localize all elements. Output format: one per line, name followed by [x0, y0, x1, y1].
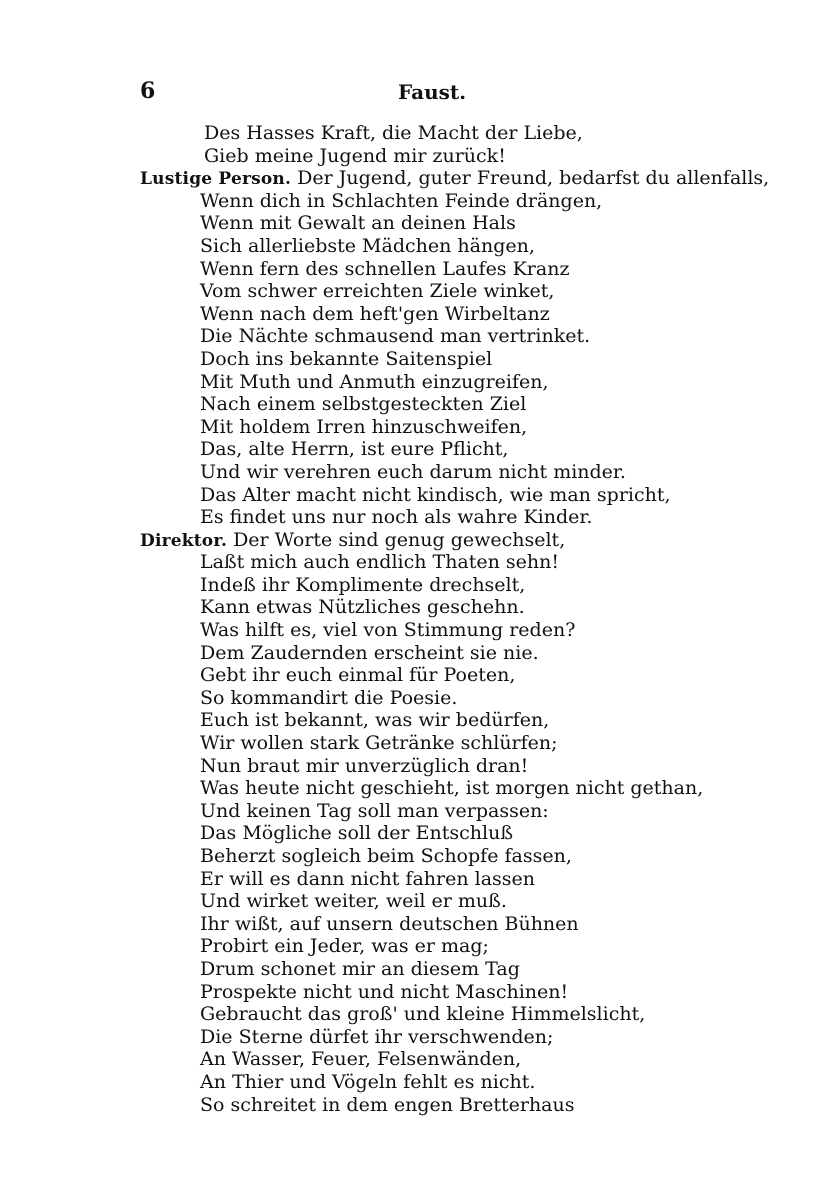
verse-text-line: Der Worte sind genug gewechselt,	[233, 528, 566, 551]
verse-line	[140, 596, 760, 619]
verse-line	[140, 845, 760, 868]
verse-line	[140, 212, 760, 235]
verse-line	[140, 890, 760, 913]
verse-text-line: Wenn fern des schnellen Laufes Kranz	[200, 257, 570, 280]
verse-line	[140, 484, 760, 507]
verse-line	[140, 235, 760, 258]
verse-line	[140, 822, 760, 845]
verse-text-line: Ihr wißt, auf unsern deutschen Bühnen	[200, 912, 579, 935]
verse-text-line: Wenn mit Gewalt an deinen Hals	[200, 212, 516, 235]
verse-line	[140, 371, 760, 394]
verse-text-line: Gebraucht das groß' und kleine Himmelslicht,	[200, 1003, 646, 1026]
verse-text	[140, 122, 770, 1116]
verse-line	[140, 1094, 760, 1117]
verse-line	[140, 551, 760, 574]
verse-text-line: Und wirket weiter, weil er muß.	[200, 890, 507, 913]
verse-line	[140, 981, 760, 1004]
speaker-line	[140, 529, 760, 552]
verse-text-line: So kommandirt die Poesie.	[200, 686, 458, 709]
running-title: Faust.	[398, 80, 467, 104]
verse-text-line: Und wir verehren euch darum nicht minder.	[200, 460, 626, 483]
verse-line	[140, 935, 760, 958]
verse-line	[140, 913, 760, 936]
verse-text-line: An Wasser, Feuer, Felsenwänden,	[200, 1048, 522, 1071]
verse-text-line: Mit holdem Irren hinzuschweifen,	[200, 415, 528, 438]
verse-text-line: Die Sterne dürfet ihr verschwenden;	[200, 1025, 554, 1048]
verse-line	[140, 280, 760, 303]
verse-line	[140, 506, 760, 529]
verse-line	[140, 1071, 760, 1094]
verse-line	[140, 303, 760, 326]
verse-text-line: Sich allerliebste Mädchen hängen,	[200, 234, 535, 257]
verse-text-line: Es findet uns nur noch als wahre Kinder.	[200, 506, 593, 529]
page-header	[140, 78, 560, 108]
verse-line	[140, 122, 760, 145]
verse-line	[140, 190, 760, 213]
verse-text-line: Beherzt sogleich beim Schopfe fassen,	[200, 845, 572, 867]
verse-text-line: Wenn nach dem heft'gen Wirbeltanz	[200, 302, 550, 325]
verse-line	[140, 755, 760, 778]
verse-line	[140, 325, 760, 348]
verse-text-line: Kann etwas Nützliches geschehn.	[200, 596, 525, 619]
speaker-line	[140, 167, 770, 190]
speaker-name: Direktor.	[140, 530, 228, 551]
verse-line	[140, 868, 760, 891]
verse-text-line: Euch ist bekannt, was wir bedürfen,	[200, 709, 550, 732]
verse-line	[140, 438, 760, 461]
verse-line	[140, 777, 760, 800]
verse-text-line: Probirt ein Jeder, was er mag;	[200, 935, 489, 958]
verse-line	[140, 461, 760, 484]
verse-text-line: Vom schwer erreichten Ziele winket,	[200, 280, 555, 303]
verse-line	[140, 1003, 760, 1026]
verse-line	[140, 348, 760, 371]
verse-text-line: Dem Zaudernden erscheint sie nie.	[200, 641, 539, 664]
page-number: 6	[140, 78, 156, 104]
verse-text-line: Das Alter macht nicht kindisch, wie man spricht,	[200, 483, 671, 506]
verse-text-line: Er will es dann nicht fahren lassen	[200, 867, 536, 890]
speaker-name: Lustige Person.	[140, 169, 292, 190]
verse-text-line: Prospekte nicht und nicht Maschinen!	[200, 980, 569, 1003]
verse-line	[140, 800, 760, 823]
verse-line	[140, 574, 760, 597]
verse-line	[140, 664, 760, 687]
verse-text-line: Das, alte Herrn, ist eure Pflicht,	[200, 438, 509, 461]
verse-text-line: Und keinen Tag soll man verpassen:	[200, 799, 549, 822]
verse-text-line: Das Mögliche soll der Entschluß	[200, 822, 514, 845]
verse-line	[140, 958, 760, 981]
verse-text-line: Gebt ihr euch einmal für Poeten,	[200, 664, 516, 687]
verse-line	[140, 709, 760, 732]
verse-line	[140, 145, 760, 168]
verse-line	[140, 732, 760, 755]
verse-text-line: Des Hasses Kraft, die Macht der Liebe,	[204, 122, 583, 144]
verse-text-line: Was heute nicht geschieht, ist morgen nicht gethan,	[200, 777, 704, 800]
verse-text-line: An Thier und Vögeln fehlt es nicht.	[200, 1070, 536, 1093]
verse-text-line: Der Jugend, guter Freund, bedarfst du allenfalls,	[297, 167, 770, 190]
verse-text-line: Mit Muth und Anmuth einzugreifen,	[200, 370, 549, 393]
verse-line	[140, 1026, 760, 1049]
verse-text-line: Nun braut mir unverzüglich dran!	[200, 754, 529, 777]
verse-text-line: Gieb meine Jugend mir zurück!	[204, 144, 506, 167]
verse-text-line: Wir wollen stark Getränke schlürfen;	[200, 732, 558, 755]
verse-text-line: Drum schonet mir an diesem Tag	[200, 957, 520, 980]
verse-text-line: Wenn dich in Schlachten Feinde drängen,	[200, 189, 603, 212]
verse-line	[140, 1048, 760, 1071]
verse-line	[140, 642, 760, 665]
verse-text-line: So schreitet in dem engen Bretterhaus	[200, 1093, 575, 1116]
verse-text-line: Die Nächte schmausend man vertrinket.	[200, 325, 591, 348]
verse-text-line: Laßt mich auch endlich Thaten sehn!	[200, 551, 560, 574]
verse-text-line: Doch ins bekannte Saitenspiel	[200, 347, 493, 370]
verse-line	[140, 687, 760, 710]
verse-text-line: Was hilft es, viel von Stimmung reden?	[200, 619, 576, 642]
verse-line	[140, 258, 760, 281]
verse-line	[140, 393, 760, 416]
verse-line	[140, 416, 760, 439]
verse-text-line: Indeß ihr Komplimente drechselt,	[200, 573, 526, 596]
verse-line	[140, 619, 760, 642]
verse-text-line: Nach einem selbstgesteckten Ziel	[200, 393, 527, 416]
